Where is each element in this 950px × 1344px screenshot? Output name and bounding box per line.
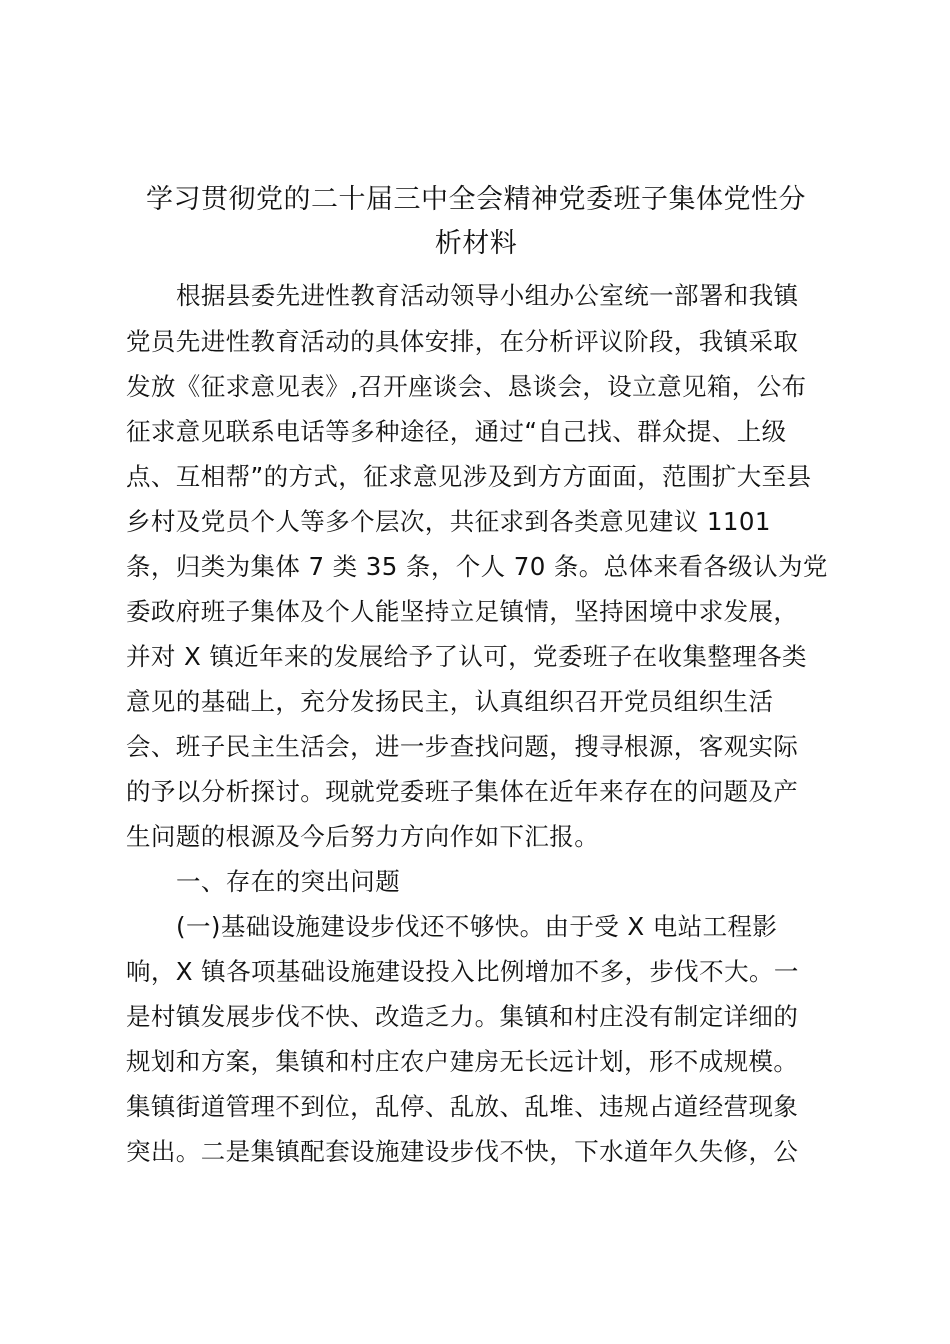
section-heading: 一、存在的突出问题 xyxy=(176,867,401,896)
paragraph-line: 征求意见联系电话等多种途径，通过“自己找、群众提、上级 xyxy=(126,417,787,446)
paragraph-line: 响，X 镇各项基础设施建设投入比例增加不多，步伐不大。一 xyxy=(126,957,799,986)
paragraph-line: 点、互相帮”的方式，征求意见涉及到方方面面，范围扩大至县 xyxy=(126,462,812,491)
paragraph-line: 规划和方案，集镇和村庄农户建房无长远计划，形不成规模。 xyxy=(126,1047,799,1076)
paragraph-line: 的予以分析探讨。现就党委班子集体在近年来存在的问题及产 xyxy=(126,777,799,806)
paragraph-line: 意见的基础上，充分发扬民主，认真组织召开党员组织生活 xyxy=(126,687,774,716)
paragraph-line: 发放《征求意见表》,召开座谈会、恳谈会，设立意见箱，公布 xyxy=(126,372,807,401)
paragraph-line: 乡村及党员个人等多个层次，共征求到各类意见建议 1101 xyxy=(126,507,771,536)
paragraph-line: 集镇街道管理不到位，乱停、乱放、乱堆、违规占道经营现象 xyxy=(126,1092,799,1121)
paragraph-line: 委政府班子集体及个人能坚持立足镇情，坚持困境中求发展， xyxy=(126,597,799,626)
title-line-1: 学习贯彻党的二十届三中全会精神党委班子集体党性分 xyxy=(146,184,806,215)
subsection-heading-line: (一)基础设施建设步伐还不够快。由于受 X 电站工程影 xyxy=(176,912,778,941)
paragraph-line: 突出。二是集镇配套设施建设步伐不快，下水道年久失修，公 xyxy=(126,1137,799,1166)
title-line-2: 析材料 xyxy=(434,228,518,259)
paragraph-line: 是村镇发展步伐不快、改造乏力。集镇和村庄没有制定详细的 xyxy=(126,1002,799,1031)
paragraph-line: 生问题的根源及今后努力方向作如下汇报。 xyxy=(126,822,600,851)
paragraph-line: 并对 X 镇近年来的发展给予了认可，党委班子在收集整理各类 xyxy=(126,642,807,671)
paragraph-line: 党员先进性教育活动的具体安排，在分析评议阶段，我镇采取 xyxy=(126,327,799,356)
document-title xyxy=(126,178,826,266)
paragraph-line: 会、班子民主生活会，进一步查找问题，搜寻根源，客观实际 xyxy=(126,732,799,761)
paragraph-line: 根据县委先进性教育活动领导小组办公室统一部署和我镇 xyxy=(176,281,799,310)
paragraph-line: 条，归类为集体 7 类 35 条，个人 70 条。总体来看各级认为党 xyxy=(126,552,828,581)
